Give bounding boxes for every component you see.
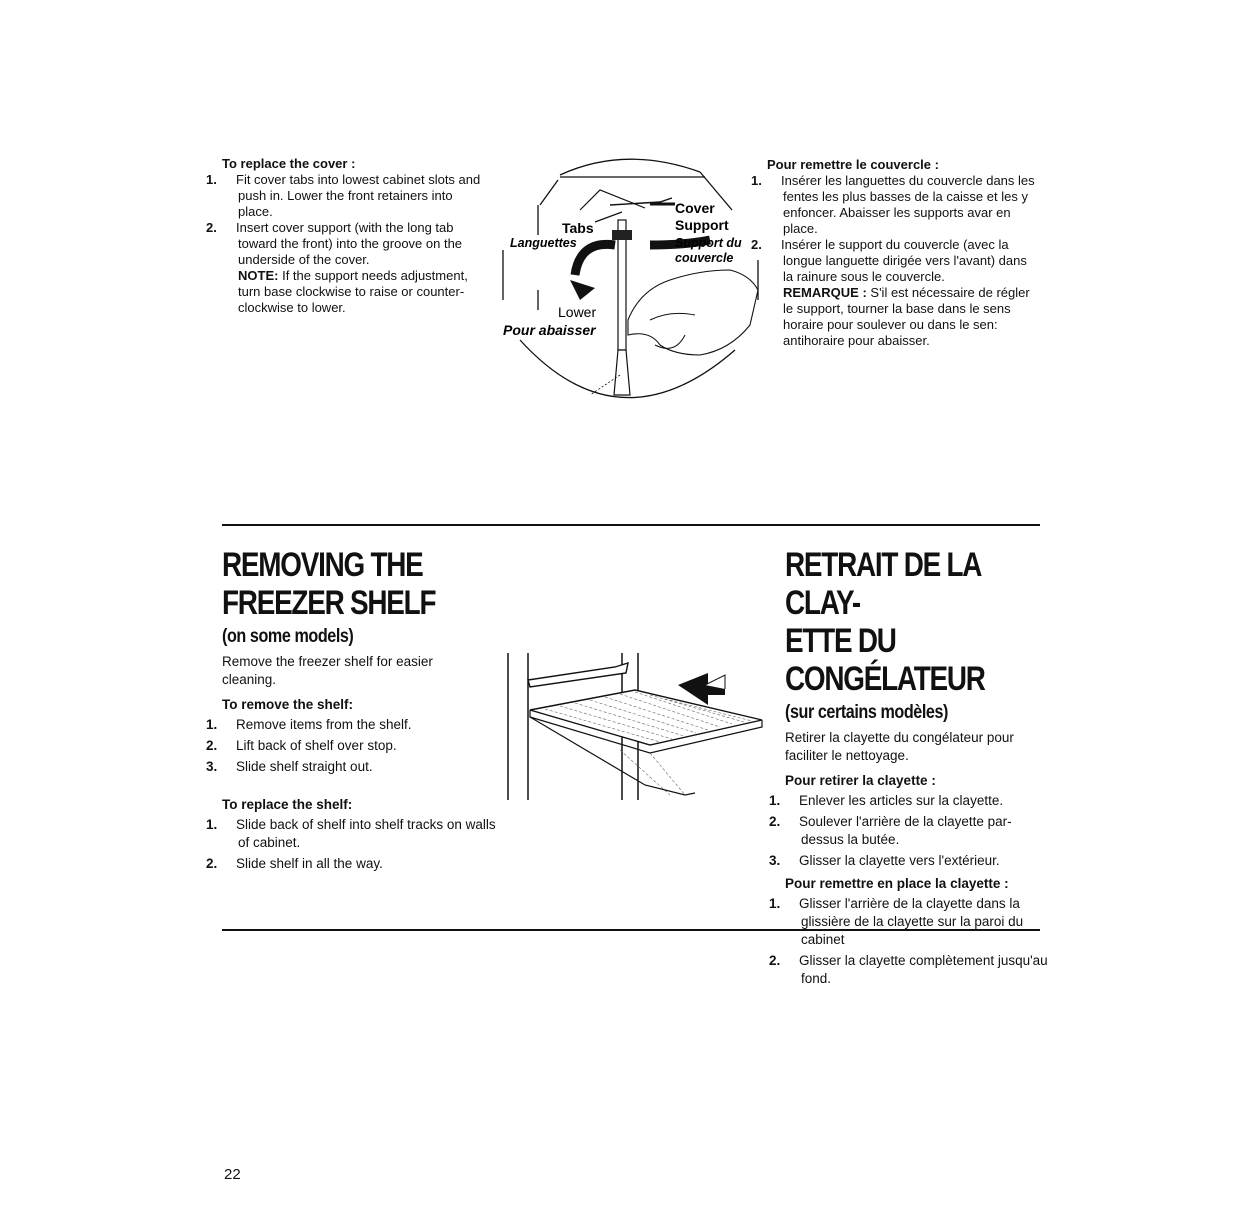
remove-heading-fr: Pour retirer la clayette : — [785, 773, 936, 788]
frame-arc-top — [560, 159, 700, 175]
label-pour-abaisser: Pour abaisser — [503, 322, 596, 338]
wire-shelf — [530, 690, 762, 745]
freezer-shelf-fr — [769, 546, 1048, 988]
section-subtitle-fr: (sur certains modèles) — [785, 702, 948, 723]
remove-step-3: 3. Slide shelf straight out. — [206, 759, 373, 774]
section-title-line1: REMOVING THE — [222, 546, 423, 584]
intro-text-fr: Retirer la clayette du congélateur pour faciliter le nettoyage. — [785, 730, 1014, 763]
remove-heading: To remove the shelf: — [222, 697, 354, 712]
page-number: 22 — [224, 1166, 241, 1183]
rotation-arrow-left — [575, 244, 615, 275]
cover-note: NOTE: If the support needs adjustment, turn base clockwise to raise or counter-clockwise to lower. — [238, 268, 468, 315]
section-rule-top — [222, 524, 1040, 526]
remove-step-2-fr: 2. Soulever l'arrière de la clayette par-dessus la butée. — [769, 814, 1012, 847]
label-cover: Cover — [675, 200, 715, 216]
remove-step-1-fr: 1. Enlever les articles sur la clayette. — [769, 793, 1004, 808]
remove-step-2: 2. Lift back of shelf over stop. — [206, 738, 397, 753]
cover-instructions-en — [206, 156, 487, 316]
label-lower: Lower — [558, 304, 597, 320]
section-title-line2: FREEZER SHELF — [222, 584, 436, 622]
hand-outline — [628, 270, 758, 355]
remove-step-3-fr: 3. Glisser la clayette vers l'extérieur. — [769, 853, 1000, 868]
replace-step-2: 2. Slide shelf in all the way. — [206, 856, 383, 871]
cover-step-1: 1. Fit cover tabs into lowest cabinet slots and push in. Lower the front retainers into place. — [206, 172, 481, 219]
cover-support-diagram — [500, 150, 770, 410]
replace-step-1-fr: 1. Glisser l'arrière de la clayette dans la glissière de la clayette sur la paroi du cabinet — [769, 896, 1024, 947]
replace-heading-fr: Pour remettre en place la clayette : — [785, 876, 1009, 891]
cover-note-fr: REMARQUE : S'il est nécessaire de régler le support, tourner la base dans le sens horaire pour soulever ou dans le sen: antihoraire pour abaisser. — [783, 285, 1030, 348]
cover-step-2-fr: 2. Insérer le support du couvercle (avec la longue languette dirigée vers l'avant) dans la rainure sous le couvercle. — [751, 237, 1027, 284]
section-title-fr-line2: ETTE DU CONGÉLATEUR — [785, 622, 985, 698]
label-languettes: Languettes — [510, 236, 577, 250]
cover-instructions-fr — [751, 157, 1039, 349]
intro-text: Remove the freezer shelf for easier cleaning. — [222, 654, 433, 687]
tab-block — [612, 230, 632, 240]
shelf-track — [528, 663, 628, 687]
cover-step-2: 2. Insert cover support (with the long tab toward the front) into the groove on the underside of the cover. — [206, 220, 463, 267]
freezer-shelf-en — [206, 546, 502, 873]
replace-step-2-fr: 2. Glisser la clayette complètement jusqu'au fond. — [769, 953, 1048, 986]
replace-heading: To replace the shelf: — [222, 797, 353, 812]
slide-out-arrow — [678, 673, 725, 705]
section-subtitle: (on some models) — [222, 626, 354, 647]
remove-step-1: 1. Remove items from the shelf. — [206, 717, 412, 732]
cover-heading: To replace the cover : — [222, 156, 356, 171]
cover-heading-fr: Pour remettre le couvercle : — [767, 157, 939, 172]
label-support: Support — [675, 217, 729, 233]
freezer-shelf-diagram — [500, 645, 780, 805]
section-title-fr-line1: RETRAIT DE LA CLAY- — [785, 546, 981, 622]
label-couvercle: couvercle — [675, 251, 734, 265]
cover-step-1-fr: 1. Insérer les languettes du couvercle dans les fentes les plus basses de la caisse et les y enfoncer. Abaisser les supports avar en place. — [751, 173, 1035, 236]
replace-step-1: 1. Slide back of shelf into shelf tracks on walls of cabinet. — [206, 817, 496, 850]
label-tabs: Tabs — [562, 220, 594, 236]
label-support-du: Support du — [675, 236, 742, 250]
rotation-arrowhead — [570, 280, 595, 300]
